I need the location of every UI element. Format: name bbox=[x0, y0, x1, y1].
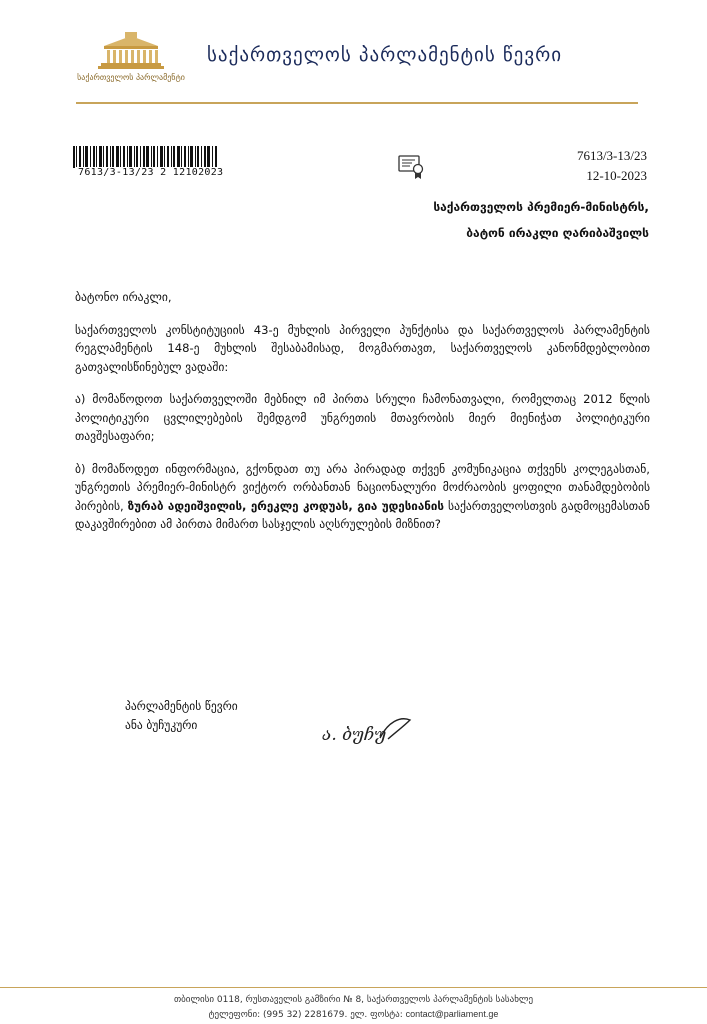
footer-phone: ტელეფონი: (995 32) 2281679. ელ. ფოსტა: bbox=[208, 1010, 406, 1020]
footer-contact bbox=[0, 1007, 707, 1022]
addressee-line-2: ბატონ ირაკლი ღარიბაშვილს bbox=[466, 226, 649, 240]
document-date: 12-10-2023 bbox=[586, 168, 647, 183]
greeting: ბატონო ირაკლი, bbox=[75, 290, 172, 304]
barcode bbox=[73, 146, 218, 168]
page-title: საქართველოს პარლამენტის წევრი bbox=[207, 44, 563, 66]
reference-block bbox=[577, 146, 647, 186]
barcode-number: 7613/3-13/23 2 12102023 bbox=[78, 167, 224, 178]
footer-divider bbox=[0, 987, 707, 988]
footer bbox=[0, 993, 707, 1022]
addressee-block bbox=[433, 200, 649, 252]
reference-number: 7613/3-13/23 bbox=[576, 148, 647, 163]
paragraph-3 bbox=[75, 460, 650, 534]
paragraph-2: ა) მომაწოდოთ საქართველოში მებნილ იმ პირთა სრული ჩამონათვალი, რომელთაც 2012 წლის პოლიტიკური ცვლილებების შემდგომ უნგრეთის მთავრობის მიერ მიენიჭათ პოლიტიკური თავშესაფარი; bbox=[75, 392, 650, 443]
footer-email[interactable]: contact@parliament.ge bbox=[405, 1009, 499, 1019]
paragraph-3-start: ბ) მომაწოდეთ ინფორმაცია, გქონდათ თუ არა პირადად თქვენ კომუნიკაცია თქვენს კოლეგასთან, უნგრეთის პრემიერ-მინისტრ ვიქტორ ორბანთან ნაციონალური მოძრაობის ყოფილი თანამდებობის პირების, bbox=[75, 461, 650, 513]
header-divider bbox=[76, 102, 638, 104]
addressee-line-1: საქართველოს პრემიერ-მინისტრს, bbox=[433, 200, 649, 214]
logo-caption: საქართველოს პარლამენტი bbox=[77, 73, 185, 82]
paragraph-3-end: საქართველოსთვის გადმოცემასთან დაკავშირებით ამ პირთა მიმართ სასჯელის აღსრულების მიზნით? bbox=[75, 498, 650, 531]
handwritten-signature bbox=[318, 712, 418, 748]
paragraph-1: საქართველოს კონსტიტუციის 43-ე მუხლის პირველი პუნქტისა და საქართველოს პარლამენტის რეგლამენტის 148-ე მუხლის შესაბამისად, მოგმართავთ, საქართველოს კანონმდებლობით გათვალისწინებულ ვადაში: bbox=[75, 322, 650, 374]
signer-name: ანა ბუჩუკური bbox=[125, 718, 198, 732]
signature-block bbox=[125, 697, 238, 735]
certificate-icon bbox=[398, 154, 426, 180]
paragraph-3-names: ზურაბ ადეიშვილის, ერეკლე კოდუას, გია უდესიანის bbox=[127, 498, 444, 513]
signer-title: პარლამენტის წევრი bbox=[125, 699, 238, 713]
footer-address: თბილისი 0118, რუსთაველის გამზირი № 8, საქართველოს პარლამენტის სასახლე bbox=[173, 995, 534, 1005]
signature-scribble: ა. ბუჩუ bbox=[322, 725, 387, 745]
parliament-building-icon bbox=[96, 30, 166, 70]
letter-body bbox=[75, 288, 650, 548]
parliament-logo bbox=[76, 30, 186, 82]
